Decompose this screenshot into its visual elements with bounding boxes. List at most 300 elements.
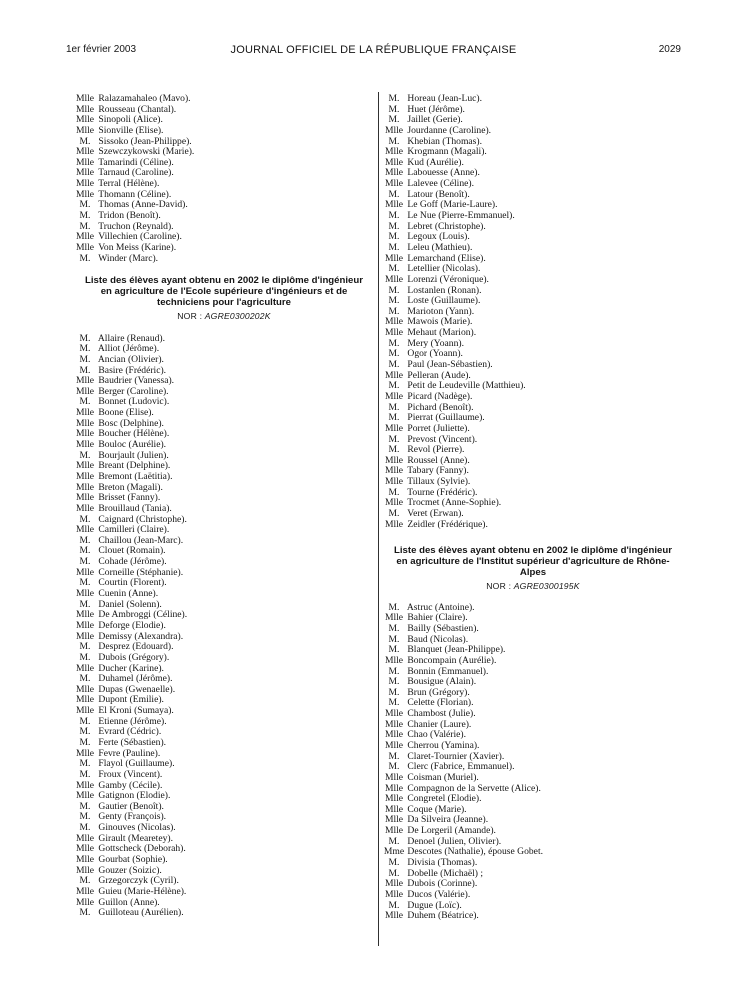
name-list <box>74 334 374 919</box>
honorific: M. <box>79 577 91 589</box>
person-name: Chaillou (Jean-Marc). <box>98 534 184 546</box>
person-name: Horeau (Jean-Luc). <box>407 93 482 104</box>
person-name: Coque (Marie). <box>407 803 467 815</box>
honorific: Mlle <box>384 825 404 837</box>
nor-reference <box>74 311 374 321</box>
person-name: Gourbat (Sophie). <box>98 854 168 866</box>
honorific: Mlle <box>384 167 404 179</box>
person-name: Brouillaud (Tania). <box>98 502 172 514</box>
honorific: M. <box>388 220 400 232</box>
person-name: El Kroni (Sumaya). <box>98 705 174 717</box>
honorific: M. <box>79 811 91 823</box>
person-name: Terral (Hélène). <box>98 178 160 190</box>
honorific: M. <box>79 332 91 344</box>
honorific: M. <box>388 622 400 634</box>
honorific: Mlle <box>75 885 95 897</box>
person-name: Von Meiss (Karine). <box>98 241 177 253</box>
person-name: Cherrou (Yamina). <box>407 739 480 751</box>
person-name: Chambost (Julie). <box>407 708 476 720</box>
person-name: Thomas (Anne-David). <box>98 199 188 211</box>
honorific: M. <box>388 348 400 360</box>
person-name: Chanier (Laure). <box>407 718 472 730</box>
person-name: Allaire (Renaud). <box>97 332 166 344</box>
honorific: Mlle <box>384 739 404 751</box>
honorific: Mlle <box>75 588 95 600</box>
person-name: Ogor (Yoann). <box>407 348 463 360</box>
honorific: M. <box>79 715 91 727</box>
honorific: Mlle <box>384 199 404 211</box>
person-name: Camilleri (Claire). <box>98 524 170 536</box>
person-name: Evrard (Cédric). <box>98 726 162 738</box>
person-name: Etienne (Jérôme). <box>98 715 167 727</box>
person-name: Divisia (Thomas). <box>407 857 478 869</box>
person-name: Ralazamahaleo (Mavo). <box>98 93 191 104</box>
person-name: Astruc (Antoine). <box>406 601 475 613</box>
honorific: M. <box>388 761 400 773</box>
honorific: Mlle <box>75 790 95 802</box>
person-name: Basire (Frédéric). <box>98 364 167 376</box>
person-name: De Ambroggi (Céline). <box>98 609 188 621</box>
list-item <box>74 908 374 919</box>
person-name: Ferte (Sébastien). <box>98 736 167 748</box>
honorific: Mlle <box>75 178 95 190</box>
person-name: Dubois (Corinne). <box>407 878 478 890</box>
honorific: M. <box>388 337 400 349</box>
honorific: M. <box>388 444 400 456</box>
honorific: M. <box>388 135 400 147</box>
person-name: Tridon (Benoît). <box>98 210 161 222</box>
honorific: Mlle <box>75 188 95 200</box>
honorific: M. <box>388 93 400 104</box>
person-name: Leleu (Mathieu). <box>407 241 473 253</box>
section-title: Liste des élèves ayant obtenu en 2002 le diplôme d'ingénieur en agriculture de l'Institut supérieur d'agriculture de Rhône-Alpes <box>394 545 672 578</box>
honorific: Mlle <box>75 481 95 493</box>
honorific: Mlle <box>75 524 95 536</box>
honorific: Mlle <box>75 843 95 855</box>
person-name: Roussel (Anne). <box>407 454 470 466</box>
honorific: M. <box>388 380 400 392</box>
honorific: M. <box>79 651 91 663</box>
person-name: Duhem (Béatrice). <box>407 910 479 922</box>
issue-date: 1er février 2003 <box>66 44 137 55</box>
honorific: Mlle <box>384 476 404 488</box>
person-name: Gamby (Cécile). <box>98 779 163 791</box>
person-name: Legoux (Louis). <box>407 231 470 243</box>
person-name: Bonnet (Ludovic). <box>98 396 170 408</box>
honorific: M. <box>79 673 91 685</box>
person-name: Le Goff (Marie-Laure). <box>407 199 498 211</box>
honorific: Mlle <box>384 729 404 741</box>
honorific: M. <box>388 857 400 869</box>
honorific: Mlle <box>75 492 95 504</box>
honorific: M. <box>79 534 91 546</box>
person-name: Boone (Elise). <box>98 407 154 419</box>
person-name: Bouloc (Aurélie). <box>98 439 167 451</box>
honorific: Mlle <box>75 619 95 631</box>
column-divider <box>378 92 379 946</box>
honorific: M. <box>388 284 400 296</box>
person-name: Caignard (Christophe). <box>98 513 187 525</box>
person-name: Kud (Aurélie). <box>407 156 464 168</box>
person-name: Girault (Mearetey). <box>98 832 173 844</box>
person-name: Deforge (Elodie). <box>98 619 166 631</box>
person-name: Breton (Magali). <box>98 481 163 493</box>
person-name: Grzegorczyk (Cyril). <box>98 875 179 887</box>
person-name: Pichard (Benoît). <box>407 401 474 413</box>
honorific: M. <box>388 899 400 911</box>
person-name: Jourdanne (Caroline). <box>407 124 492 136</box>
honorific: Mlle <box>384 654 404 666</box>
honorific: Mlle <box>75 566 95 578</box>
person-name: Lemarchand (Elise). <box>407 252 486 264</box>
person-name: Breant (Delphine). <box>98 460 171 472</box>
person-name: Ducher (Karine). <box>98 662 164 674</box>
honorific: Mlle <box>75 832 95 844</box>
honorific: M. <box>388 103 400 115</box>
honorific: M. <box>79 210 91 222</box>
right-column <box>383 94 683 922</box>
honorific: M. <box>388 241 400 253</box>
person-name: Latour (Benoît). <box>407 188 470 200</box>
honorific: Mlle <box>384 518 404 530</box>
person-name: Picard (Nadège). <box>407 390 473 402</box>
honorific: Mlle <box>384 803 404 815</box>
person-name: Compagnon de la Servette (Alice). <box>407 782 541 794</box>
person-name: Trocmet (Anne-Sophie). <box>407 497 502 509</box>
person-name: Lorenzi (Véronique). <box>407 273 489 285</box>
honorific: Mlle <box>75 854 95 866</box>
honorific: M. <box>79 598 91 610</box>
honorific: M. <box>79 556 91 568</box>
honorific: M. <box>388 114 400 126</box>
person-name: Bousigue (Alain). <box>407 676 477 688</box>
person-name: Boucher (Hélène). <box>98 428 170 440</box>
person-name: Gautier (Benoît). <box>98 800 164 812</box>
honorific: Mlle <box>384 316 404 328</box>
honorific: Mlle <box>75 114 95 126</box>
honorific: M. <box>79 545 91 557</box>
person-name: Thomann (Céline). <box>98 188 172 200</box>
person-name: Claret-Tournier (Xavier). <box>407 750 505 762</box>
honorific: Mlle <box>384 814 404 826</box>
person-name: Tamarindi (Céline). <box>98 156 174 168</box>
person-name: Veret (Erwan). <box>407 507 464 519</box>
person-name: Pelleran (Aude). <box>407 369 471 381</box>
person-name: Coisman (Muriel). <box>407 771 479 783</box>
honorific: Mlle <box>384 273 404 285</box>
nor-label: NOR : <box>177 310 203 321</box>
person-name: Rousseau (Chantal). <box>98 103 177 115</box>
honorific: Mlle <box>75 609 95 621</box>
honorific: M. <box>388 507 400 519</box>
person-name: Duhamel (Jérôme). <box>98 673 173 685</box>
honorific: Mlle <box>75 502 95 514</box>
person-name: Revol (Pierre). <box>407 444 465 456</box>
person-name: Cohade (Jérôme). <box>98 556 167 568</box>
honorific: M. <box>388 750 400 762</box>
honorific: Mlle <box>75 375 95 387</box>
person-name: Denoel (Julien, Olivier). <box>407 835 502 847</box>
honorific: M. <box>388 263 400 275</box>
honorific: M. <box>388 697 400 709</box>
person-name: Berger (Caroline). <box>98 385 169 397</box>
person-name: Bourjault (Julien). <box>98 449 169 461</box>
honorific: M. <box>79 220 91 232</box>
person-name: Guillon (Anne). <box>98 896 160 908</box>
honorific: Mlle <box>75 705 95 717</box>
honorific: M. <box>79 736 91 748</box>
person-name: Courtin (Florent). <box>98 577 167 589</box>
person-name: Gouzer (Soizic). <box>98 864 162 876</box>
honorific: Mlle <box>384 888 404 900</box>
person-name: Paul (Jean-Sébastien). <box>407 359 493 371</box>
section-title: Liste des élèves ayant obtenu en 2002 le diplôme d'ingénieur en agriculture de l'Ecole supérieure d'ingénieurs et de techniciens pour l'agriculture <box>85 275 363 308</box>
person-name: Bremont (Laëtitia). <box>98 470 173 482</box>
honorific: M. <box>79 343 91 355</box>
person-name: Lalevee (Céline). <box>407 178 474 190</box>
person-name: Pierrat (Guillaume). <box>407 412 485 424</box>
name-list <box>74 94 374 264</box>
honorific: M. <box>79 800 91 812</box>
nor-code: AGRE0300202K <box>204 310 271 321</box>
page-number: 2029 <box>658 44 681 55</box>
honorific: M. <box>388 686 400 698</box>
person-name: Krogmann (Magali). <box>407 146 487 158</box>
honorific: M. <box>388 295 400 307</box>
honorific: Mlle <box>384 782 404 794</box>
honorific: Mlle <box>75 93 95 104</box>
honorific: Mlle <box>75 417 95 429</box>
person-name: Brisset (Fanny). <box>98 492 161 504</box>
honorific: Mlle <box>75 694 95 706</box>
honorific: Mlle <box>75 167 95 179</box>
honorific: Mlle <box>75 630 95 642</box>
honorific: M. <box>388 359 400 371</box>
honorific: M. <box>388 676 400 688</box>
person-name: Clouet (Romain). <box>98 545 166 557</box>
honorific: Mlle <box>384 327 404 339</box>
honorific: Mlle <box>384 612 404 624</box>
person-name: Sissoko (Jean-Philippe). <box>98 135 192 147</box>
person-name: Loste (Guillaume). <box>407 295 481 307</box>
person-name: Truchon (Reynald). <box>98 220 174 232</box>
honorific: M. <box>79 641 91 653</box>
person-name: Flayol (Guillaume). <box>98 758 175 770</box>
honorific: Mlle <box>75 439 95 451</box>
nor-code: AGRE0300195K <box>513 580 580 591</box>
person-name: Mawois (Marie). <box>407 316 473 328</box>
person-name: Szewczykowski (Marie). <box>98 146 195 158</box>
honorific: M. <box>388 633 400 645</box>
list-item <box>383 911 683 922</box>
person-name: Corneille (Stéphanie). <box>98 566 184 578</box>
honorific: Mlle <box>75 460 95 472</box>
person-name: Tabary (Fanny). <box>407 465 469 477</box>
honorific: Mlle <box>384 178 404 190</box>
person-name: Bailly (Sébastien). <box>407 622 479 634</box>
honorific: Mlle <box>384 156 404 168</box>
honorific: Mlle <box>75 407 95 419</box>
honorific: M. <box>79 758 91 770</box>
person-name: Letellier (Nicolas). <box>407 263 481 275</box>
person-name: Bosc (Delphine). <box>98 417 164 429</box>
honorific: M. <box>79 396 91 408</box>
honorific: M. <box>79 252 91 264</box>
person-name: Ginouves (Nicolas). <box>98 822 176 834</box>
honorific: M. <box>79 513 91 525</box>
person-name: Mehaut (Marion). <box>407 327 477 339</box>
honorific: M. <box>79 875 91 887</box>
honorific: Mlle <box>384 124 404 136</box>
person-name: Baudrier (Vanessa). <box>98 375 175 387</box>
honorific: Mlle <box>75 896 95 908</box>
honorific: Mlle <box>384 422 404 434</box>
person-name: Ancian (Olivier). <box>97 353 164 365</box>
person-name: Desprez (Edouard). <box>98 641 174 653</box>
person-name: Khebian (Thomas). <box>407 135 483 147</box>
person-name: Tillaux (Sylvie). <box>407 476 471 488</box>
person-name: Boncompain (Aurélie). <box>407 654 497 666</box>
list-item <box>383 520 683 531</box>
honorific: Mlle <box>384 793 404 805</box>
honorific: Mlle <box>75 241 95 253</box>
honorific: M. <box>388 433 400 445</box>
honorific: M. <box>388 835 400 847</box>
honorific: M. <box>388 210 400 222</box>
person-name: Daniel (Solenn). <box>98 598 162 610</box>
honorific: Mlle <box>75 428 95 440</box>
person-name: Huet (Jérôme). <box>407 103 465 115</box>
person-name: Petit de Leudeville (Matthieu). <box>407 380 526 392</box>
honorific: Mlle <box>75 385 95 397</box>
person-name: Lebret (Christophe). <box>407 220 486 232</box>
person-name: Le Nue (Pierre-Emmanuel). <box>407 210 515 222</box>
person-name: Labouesse (Anne). <box>407 167 480 179</box>
person-name: Tourne (Frédéric). <box>407 486 478 498</box>
honorific: M. <box>79 353 91 365</box>
person-name: Winder (Marc). <box>98 252 159 264</box>
honorific: Mlle <box>384 369 404 381</box>
person-name: Celette (Florian). <box>407 697 474 709</box>
honorific: Mlle <box>75 146 95 158</box>
honorific: M. <box>79 199 91 211</box>
honorific: Mlle <box>384 146 404 158</box>
honorific: M. <box>388 867 400 879</box>
person-name: Froux (Vincent). <box>98 768 163 780</box>
person-name: Blanquet (Jean-Philippe). <box>407 644 506 656</box>
honorific: Mlle <box>384 390 404 402</box>
person-name: Jaillet (Gerie). <box>407 114 463 126</box>
honorific: M. <box>388 305 400 317</box>
honorific: M. <box>79 768 91 780</box>
honorific: Mlle <box>384 718 404 730</box>
person-name: Congretel (Elodie). <box>407 793 482 805</box>
person-name: Gatignon (Elodie). <box>98 790 171 802</box>
honorific: Mlle <box>75 470 95 482</box>
nor-label: NOR : <box>486 580 512 591</box>
person-name: Villechien (Caroline). <box>98 231 182 243</box>
person-name: Dobelle (Michaël) ; <box>407 867 484 879</box>
name-list <box>383 603 683 922</box>
person-name: Da Silveira (Jeanne). <box>407 814 489 826</box>
honorific: Mlle <box>75 662 95 674</box>
honorific: Mlle <box>384 910 404 922</box>
person-name: Cuenin (Anne). <box>98 588 159 600</box>
person-name: Baud (Nicolas). <box>407 633 469 645</box>
person-name: Demissy (Alexandra). <box>98 630 184 642</box>
person-name: Chao (Valérie). <box>407 729 467 741</box>
honorific: Mlle <box>75 779 95 791</box>
honorific: Mlle <box>384 252 404 264</box>
person-name: Gottscheck (Deborah). <box>98 843 186 855</box>
honorific: Mlle <box>384 878 404 890</box>
person-name: Prevost (Vincent). <box>407 433 478 445</box>
person-name: Brun (Grégory). <box>407 686 470 698</box>
person-name: De Lorgeril (Amande). <box>407 825 496 837</box>
person-name: Dupont (Emilie). <box>98 694 164 706</box>
honorific: Mlle <box>75 124 95 136</box>
journal-title: JOURNAL OFFICIEL DE LA RÉPUBLIQUE FRANÇAISE <box>230 44 517 56</box>
page-header <box>66 44 681 60</box>
person-name: Ducos (Valérie). <box>407 888 471 900</box>
honorific: M. <box>388 401 400 413</box>
person-name: Guilloteau (Aurélien). <box>98 907 184 919</box>
person-name: Lostanlen (Ronan). <box>407 284 482 296</box>
person-name: Fevre (Pauline). <box>98 747 161 759</box>
honorific: M. <box>79 449 91 461</box>
honorific: M. <box>79 822 91 834</box>
person-name: Genty (François). <box>98 811 167 823</box>
person-name: Mery (Yoann). <box>407 337 464 349</box>
name-list <box>383 94 683 530</box>
honorific: M. <box>79 726 91 738</box>
honorific: Mlle <box>75 231 95 243</box>
honorific: M. <box>388 231 400 243</box>
person-name: Sinopoli (Alice). <box>98 114 163 126</box>
honorific: M. <box>79 135 91 147</box>
person-name: Guieu (Marie-Hélène). <box>98 885 187 897</box>
person-name: Bahier (Claire). <box>407 612 468 624</box>
nor-reference <box>383 581 683 591</box>
person-name: Zeidler (Frédérique). <box>407 518 488 530</box>
honorific: Mlle <box>75 156 95 168</box>
honorific: Mlle <box>75 683 95 695</box>
honorific: Mlle <box>75 103 95 115</box>
person-name: Alliot (Jérôme). <box>97 343 160 355</box>
honorific: Mlle <box>75 747 95 759</box>
person-name: Bonnin (Emmanuel). <box>407 665 489 677</box>
person-name: Dugue (Loïc). <box>407 899 462 911</box>
honorific: Mlle <box>384 708 404 720</box>
honorific: Mlle <box>384 771 404 783</box>
honorific: Mlle <box>384 465 404 477</box>
honorific: M. <box>79 364 91 376</box>
person-name: Sionville (Elise). <box>98 124 164 136</box>
person-name: Dupas (Gwenaelle). <box>98 683 176 695</box>
honorific: M. <box>388 486 400 498</box>
honorific: M. <box>388 644 400 656</box>
honorific: M. <box>388 188 400 200</box>
list-item <box>74 254 374 265</box>
person-name: Dubois (Grégory). <box>98 651 170 663</box>
person-name: Clerc (Fabrice, Emmanuel). <box>407 761 515 773</box>
honorific: Mlle <box>384 454 404 466</box>
honorific: M. <box>388 412 400 424</box>
person-name: Descotes (Nathalie), épouse Gobet. <box>407 846 544 858</box>
honorific: Mlle <box>384 497 404 509</box>
honorific: M. <box>388 665 400 677</box>
person-name: Porret (Juliette). <box>407 422 470 434</box>
